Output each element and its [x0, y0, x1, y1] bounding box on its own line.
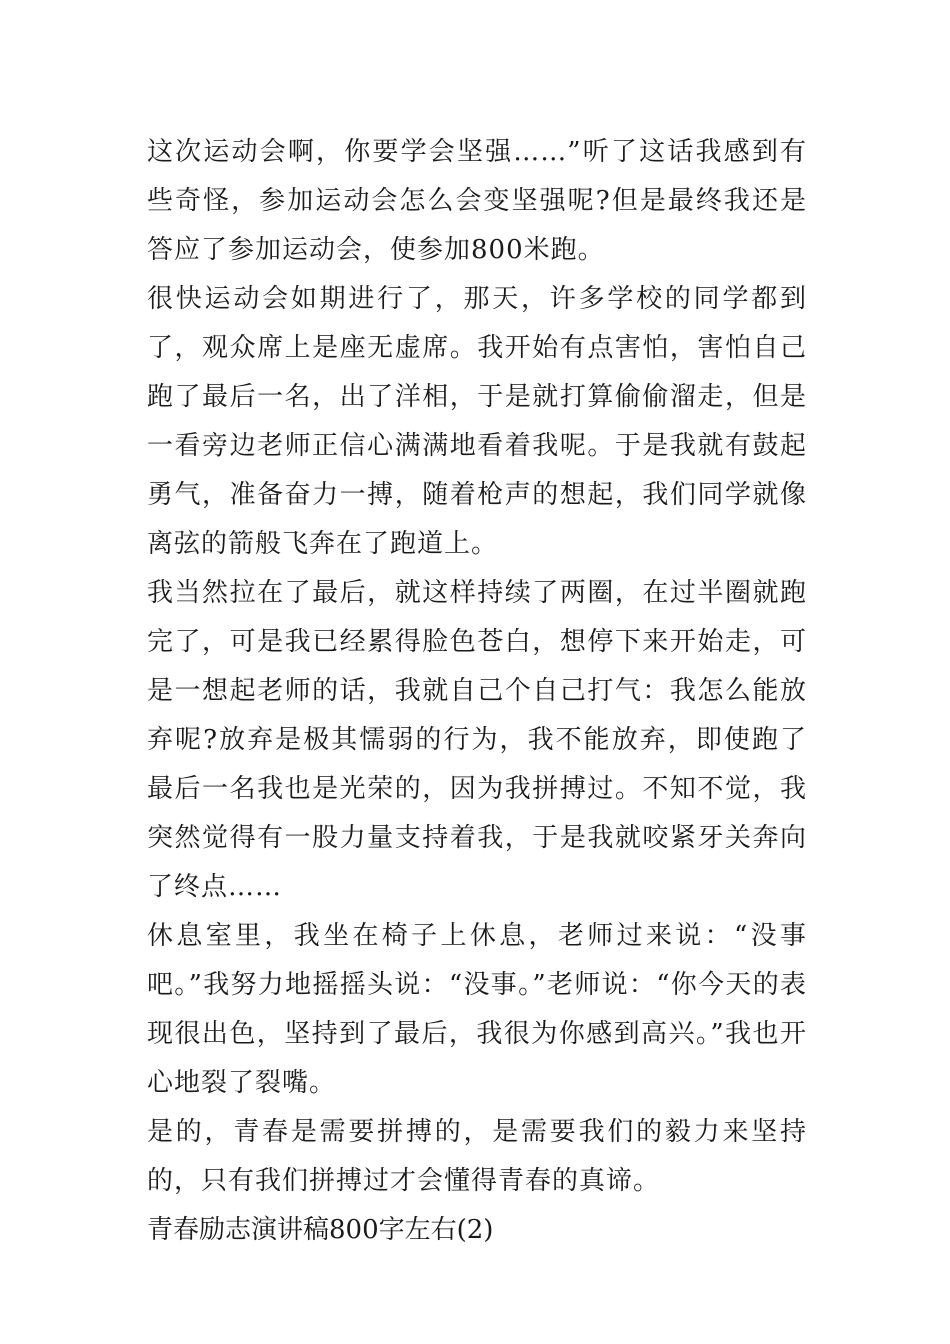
paragraph-1: 这次运动会啊，你要学会坚强……”听了这话我感到有些奇怪，参加运动会怎么会变坚强呢?但是最终我还是答应了参加运动会，使参加800米跑。 [147, 137, 807, 265]
paragraph-3: 我当然拉在了最后，就这样持续了两圈，在过半圈就跑完了，可是我已经累得脸色苍白，想停下来开始走，可是一想起老师的话，我就自己个自己打气：我怎么能放弃呢?放弃是极其懦弱的行为，我不能放弃，即使跑了最后一名我也是光荣的，因为我拼搏过。不知不觉，我突然觉得有一股力量支持着我，于是我就咬紧牙关奔向了终点…… [147, 578, 807, 902]
paragraph-4: 休息室里，我坐在椅子上休息，老师过来说：“没事吧。”我努力地摇摇头说：“没事。”老师说：“你今天的表现很出色，坚持到了最后，我很为你感到高兴。”我也开心地裂了裂嘴。 [147, 921, 807, 1098]
paragraph-2: 很快运动会如期进行了，那天，许多学校的同学都到了，观众席上是座无虚席。我开始有点害怕，害怕自己跑了最后一名，出了洋相，于是就打算偷偷溜走，但是一看旁边老师正信心满满地看着我呢。于是我就有鼓起勇气，准备奋力一搏，随着枪声的想起，我们同学就像离弦的箭般飞奔在了跑道上。 [147, 284, 807, 559]
document-body [147, 128, 807, 1255]
section-title: 青春励志演讲稿800字左右(2) [147, 1215, 494, 1245]
paragraph-5: 是的，青春是需要拼搏的，是需要我们的毅力来坚持的，只有我们拼搏过才会懂得青春的真谛。 [147, 1117, 807, 1196]
